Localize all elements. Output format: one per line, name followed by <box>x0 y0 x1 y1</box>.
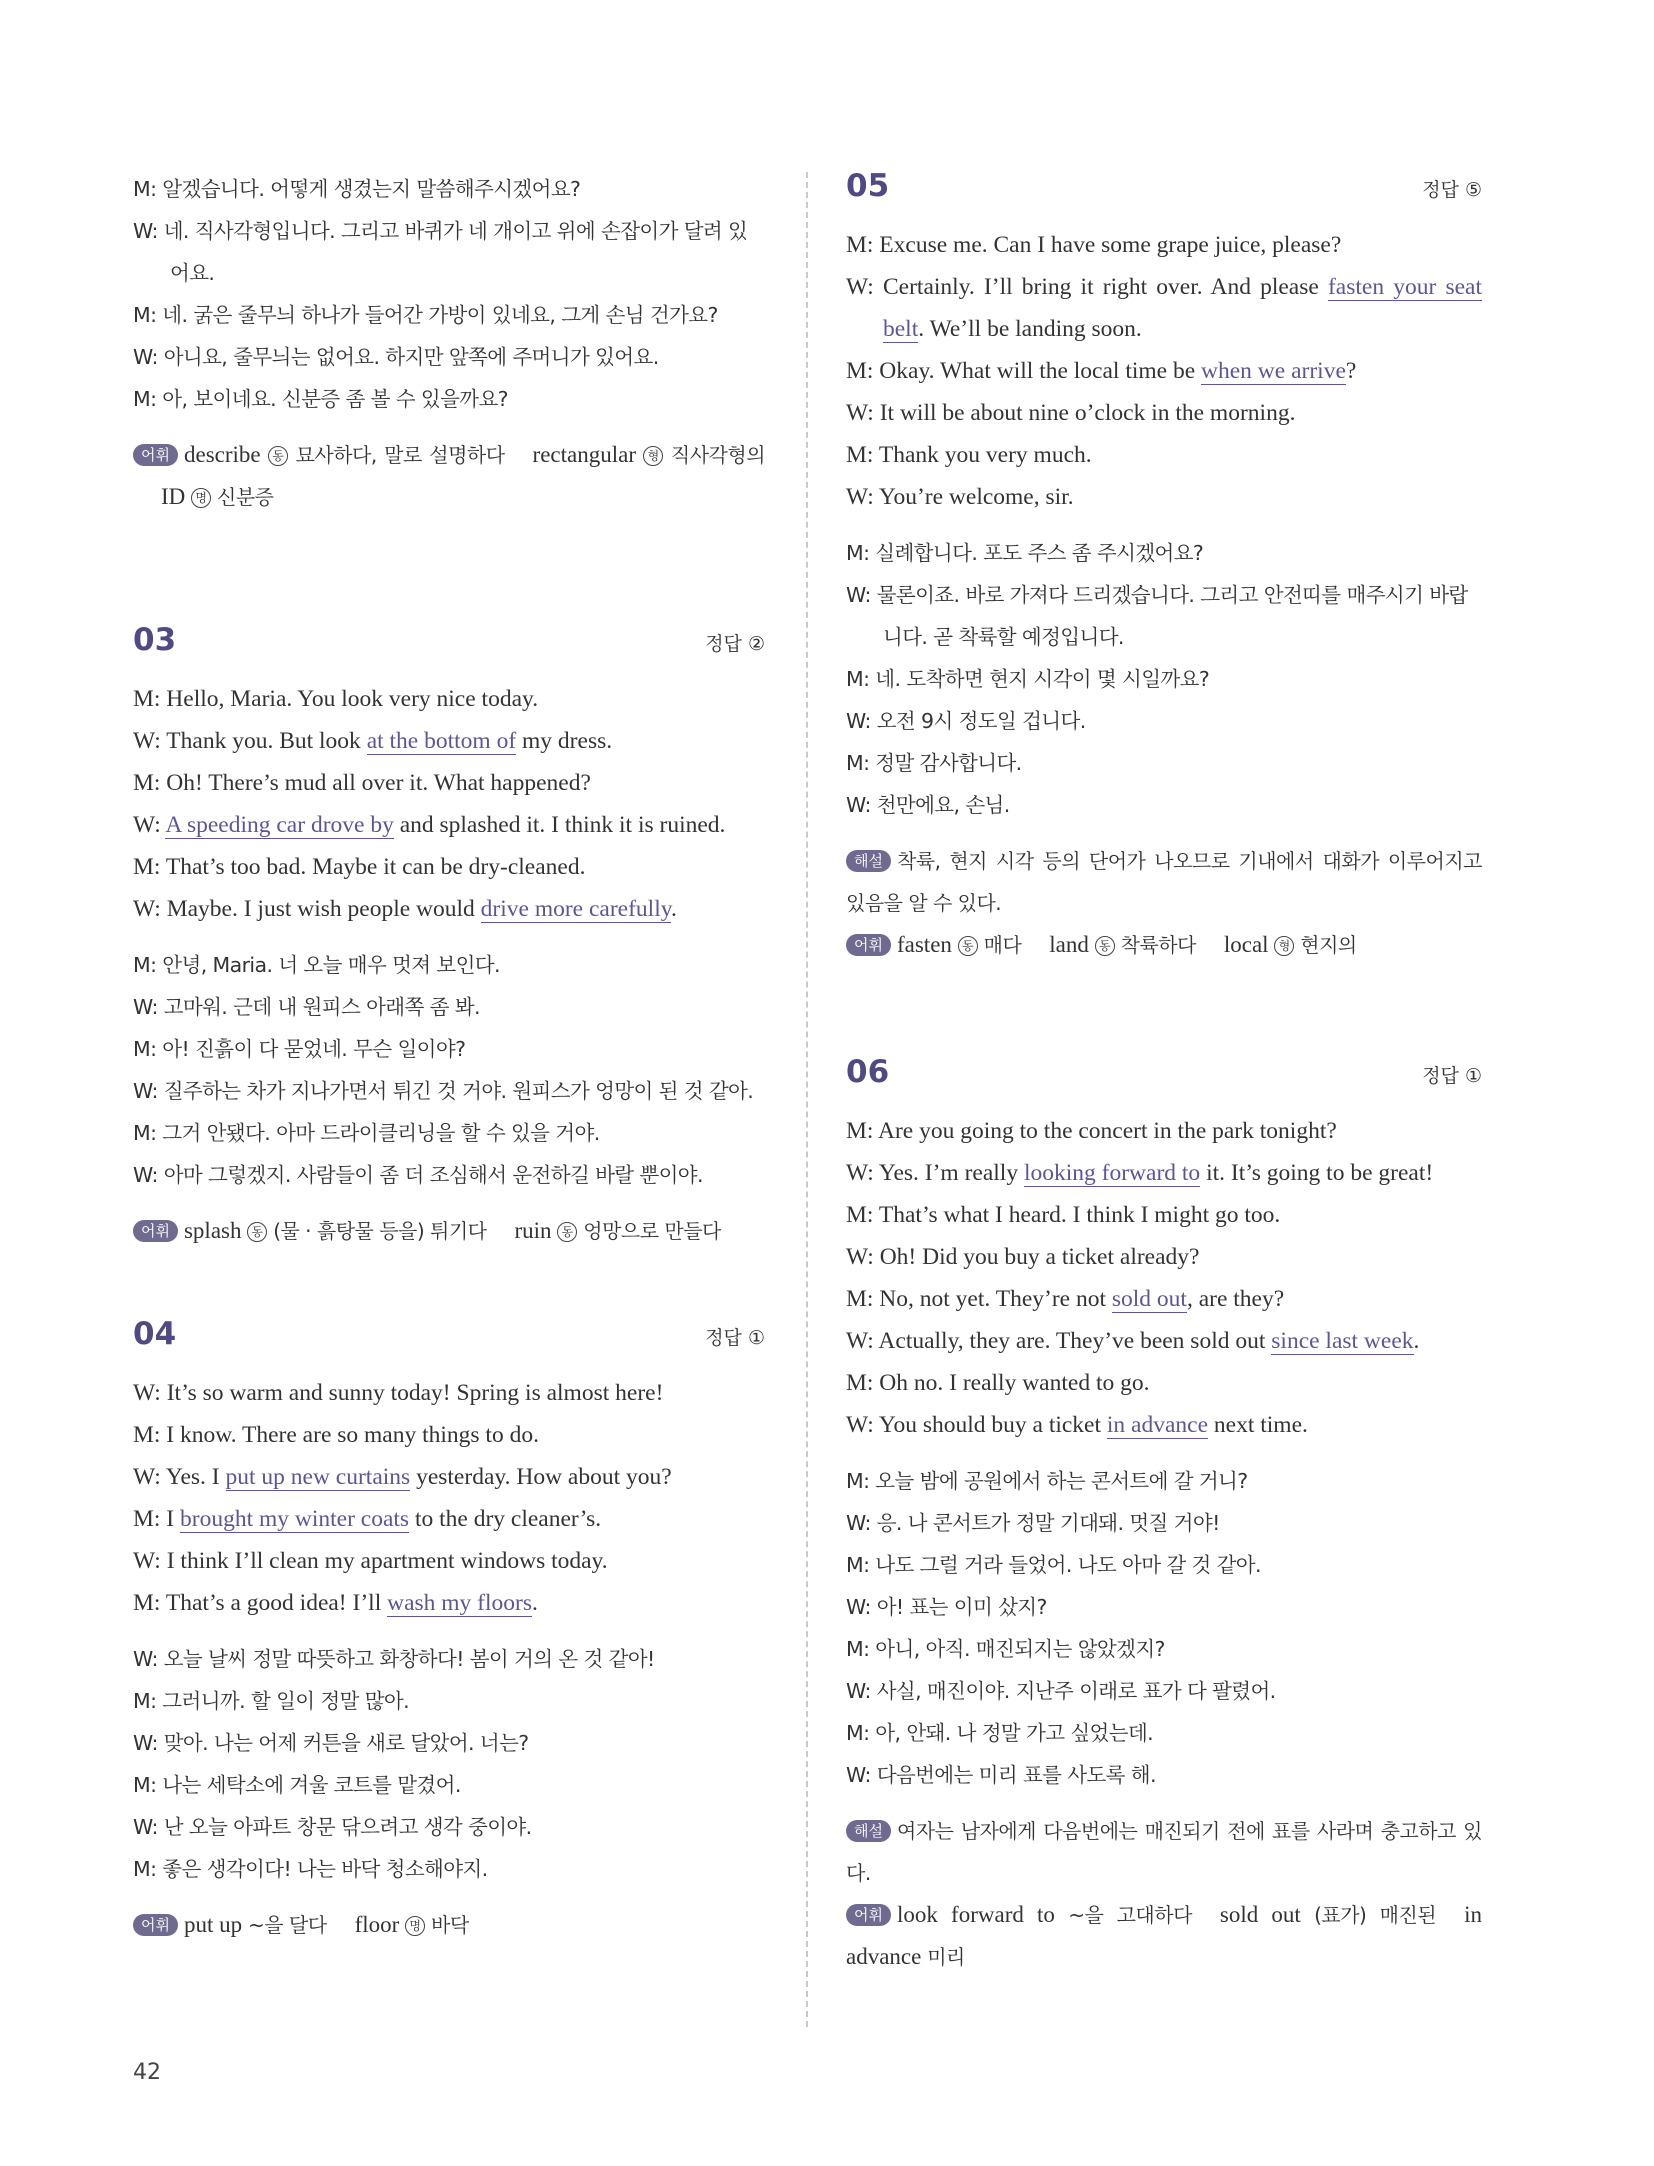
left-column <box>133 168 765 1946</box>
dialogue-line: W: A speeding car drove by and splashed it. I think it is ruined. <box>133 812 726 838</box>
answer-label: 정답 ⑤ <box>1422 179 1482 201</box>
ko-line: W: 아마 그렇겠지. 사람들이 좀 더 조심해서 운전하길 바랄 뿐이야. <box>133 1163 703 1187</box>
ko-line: M: 아니, 아직. 매진되지는 않았겠지? <box>846 1637 1165 1661</box>
ko-line: M: 알겠습니다. 어떻게 생겼는지 말씀해주시겠어요? <box>133 177 581 201</box>
ko-line: M: 네. 굵은 줄무늬 하나가 들어간 가방이 있네요, 그게 손님 건가요? <box>133 303 718 327</box>
highlighted-phrase: put up new curtains <box>225 1464 411 1490</box>
highlighted-phrase: brought my winter coats <box>180 1506 410 1532</box>
dialogue-line: M: That’s what I heard. I think I might go too. <box>846 1202 1281 1228</box>
pos-mark: 동 <box>1095 936 1115 956</box>
highlighted-phrase: drive more carefully <box>480 896 671 922</box>
ko-line: W: 네. 직사각형입니다. 그리고 바퀴가 네 개이고 위에 손잡이가 달려 있어요. <box>133 219 748 285</box>
page-number: 42 <box>133 2060 161 2085</box>
dialogue-line: W: Certainly. I’ll bring it right over. And please fasten your seat belt. We’ll be landing soon. <box>846 274 1482 342</box>
dialogue-line: M: Oh! There’s mud all over it. What happened? <box>133 770 591 796</box>
section-06-vocab: 어휘 look forward to ~을 고대하다 sold out (표가) 매진된 in advance 미리 <box>846 1902 1482 1969</box>
section-04-vocab: 어휘 put up ~을 달다 floor 명 바닥 <box>133 1904 765 1946</box>
answer-label: 정답 ② <box>705 633 765 655</box>
dialogue-line: W: You should buy a ticket in advance next time. <box>846 1412 1308 1438</box>
section-05-vocab: 어휘 fasten 동 매다 land 동 착륙하다 local 형 현지의 <box>846 924 1482 966</box>
answer-label: 정답 ① <box>705 1327 765 1349</box>
dialogue-line: W: Yes. I put up new curtains yesterday. How about you? <box>133 1464 672 1490</box>
section-06-header <box>846 1054 1482 1110</box>
ko-line: W: 사실, 매진이야. 지난주 이래로 표가 다 팔렸어. <box>846 1679 1276 1703</box>
dialogue-line: W: I think I’ll clean my apartment windows today. <box>133 1548 608 1574</box>
ko-line: W: 다음번에는 미리 표를 사도록 해. <box>846 1763 1156 1787</box>
section-05-dialogue <box>846 224 1482 518</box>
section-03-dialogue <box>133 678 765 930</box>
highlighted-phrase: A speeding car drove by <box>165 812 394 838</box>
ko-line: M: 그거 안됐다. 아마 드라이클리닝을 할 수 있을 거야. <box>133 1121 600 1145</box>
column-divider <box>806 172 808 2027</box>
highlighted-phrase: wash my floors <box>387 1590 532 1616</box>
dialogue-line: W: Maybe. I just wish people would drive more carefully. <box>133 896 677 922</box>
section-04-translation <box>133 1638 765 1890</box>
vocab-badge: 어휘 <box>846 1904 891 1926</box>
ko-line: M: 실례합니다. 포도 주스 좀 주시겠어요? <box>846 541 1204 565</box>
dialogue-line: M: Are you going to the concert in the park tonight? <box>846 1118 1337 1144</box>
pos-mark: 동 <box>247 1222 267 1242</box>
dialogue-line: W: It’s so warm and sunny today! Spring is almost here! <box>133 1380 664 1406</box>
section-04-header <box>133 1316 765 1372</box>
highlighted-phrase: at the bottom of <box>366 728 517 754</box>
highlighted-phrase: since last week <box>1271 1328 1414 1354</box>
vocab-badge: 어휘 <box>846 934 891 956</box>
section-03-vocab: 어휘 splash 동 (물 · 흙탕물 등을) 튀기다 ruin 동 엉망으로 만들다 <box>133 1210 765 1252</box>
dialogue-line: W: Thank you. But look at the bottom of my dress. <box>133 728 613 754</box>
dialogue-line: M: Oh no. I really wanted to go. <box>846 1370 1150 1396</box>
ko-line: W: 천만에요, 손님. <box>846 793 1010 817</box>
ko-line: W: 아니요, 줄무늬는 없어요. 하지만 앞쪽에 주머니가 있어요. <box>133 345 659 369</box>
ko-line: M: 네. 도착하면 현지 시각이 몇 시일까요? <box>846 667 1210 691</box>
section-06-translation <box>846 1460 1482 1796</box>
highlighted-phrase: fasten your seat belt <box>883 274 1482 342</box>
pos-mark: 형 <box>643 446 663 466</box>
answer-label: 정답 ① <box>1422 1065 1482 1087</box>
ko-line: M: 아, 보이네요. 신분증 좀 볼 수 있을까요? <box>133 387 508 411</box>
dialogue-line: M: Excuse me. Can I have some grape juice, please? <box>846 232 1342 258</box>
section-02-vocab: 어휘 describe 동 묘사하다, 말로 설명하다 rectangular 형 직사각형의ID 명 신분증 <box>133 434 765 518</box>
section-05-header <box>846 168 1482 224</box>
dialogue-line: M: That’s a good idea! I’ll wash my floors. <box>133 1590 538 1616</box>
section-05-translation <box>846 532 1482 826</box>
pos-mark: 동 <box>268 446 288 466</box>
highlighted-phrase: in advance <box>1106 1412 1209 1438</box>
dialogue-line: W: You’re welcome, sir. <box>846 484 1074 510</box>
section-number: 05 <box>846 168 890 204</box>
pos-mark: 명 <box>405 1916 425 1936</box>
dialogue-line: M: I know. There are so many things to do. <box>133 1422 539 1448</box>
ko-line: M: 나도 그럴 거라 들었어. 나도 아마 갈 것 같아. <box>846 1553 1261 1577</box>
ko-line: M: 나는 세탁소에 겨울 코트를 맡겼어. <box>133 1773 461 1797</box>
dialogue-line: M: Hello, Maria. You look very nice today. <box>133 686 539 712</box>
pos-mark: 동 <box>958 936 978 956</box>
section-02-translation <box>133 168 765 420</box>
dialogue-line: W: Actually, they are. They’ve been sold out since last week. <box>846 1328 1420 1354</box>
dialogue-line: M: Okay. What will the local time be when we arrive? <box>846 358 1357 384</box>
section-05-explanation: 해설 착륙, 현지 시각 등의 단어가 나오므로 기내에서 대화가 이루어지고 있음을 알 수 있다. <box>846 849 1482 915</box>
ko-line: W: 물론이죠. 바로 가져다 드리겠습니다. 그리고 안전띠를 매주시기 바랍니다. 곧 착륙할 예정입니다. <box>846 583 1468 649</box>
highlighted-phrase: when we arrive <box>1201 358 1346 384</box>
dialogue-line: M: I brought my winter coats to the dry cleaner’s. <box>133 1506 602 1532</box>
explanation-badge: 해설 <box>846 850 891 872</box>
highlighted-phrase: sold out <box>1111 1286 1187 1312</box>
ko-line: W: 오늘 날씨 정말 따뜻하고 화창하다! 봄이 거의 온 것 같아! <box>133 1647 655 1671</box>
explanation-badge: 해설 <box>846 1820 891 1842</box>
dialogue-line: W: It will be about nine o’clock in the morning. <box>846 400 1296 426</box>
right-column <box>846 168 1482 1978</box>
dialogue-line: M: No, not yet. They’re not sold out, are they? <box>846 1286 1285 1312</box>
ko-line: W: 오전 9시 정도일 겁니다. <box>846 709 1086 733</box>
section-number: 04 <box>133 1316 177 1352</box>
ko-line: M: 아, 안돼. 나 정말 가고 싶었는데. <box>846 1721 1154 1745</box>
ko-line: M: 정말 감사합니다. <box>846 751 1022 775</box>
ko-line: M: 안녕, Maria. 너 오늘 매우 멋져 보인다. <box>133 953 500 977</box>
ko-line: W: 난 오늘 아파트 창문 닦으려고 생각 중이야. <box>133 1815 532 1839</box>
ko-line: W: 질주하는 차가 지나가면서 튀긴 것 거야. 원피스가 엉망이 된 것 같아. <box>133 1079 754 1103</box>
ko-line: M: 오늘 밤에 공원에서 하는 콘서트에 갈 거니? <box>846 1469 1248 1493</box>
vocab-badge: 어휘 <box>133 444 178 466</box>
section-04-dialogue <box>133 1372 765 1624</box>
ko-line: W: 아! 표는 이미 샀지? <box>846 1595 1047 1619</box>
dialogue-line: W: Oh! Did you buy a ticket already? <box>846 1244 1200 1270</box>
dialogue-line: M: Thank you very much. <box>846 442 1092 468</box>
dialogue-line: M: That’s too bad. Maybe it can be dry-cleaned. <box>133 854 586 880</box>
pos-mark: 명 <box>191 488 211 508</box>
pos-mark: 동 <box>557 1222 577 1242</box>
section-06-explanation: 해설 여자는 남자에게 다음번에는 매진되기 전에 표를 사라며 충고하고 있다. <box>846 1819 1482 1885</box>
ko-line: M: 좋은 생각이다! 나는 바닥 청소해야지. <box>133 1857 488 1881</box>
vocab-badge: 어휘 <box>133 1914 178 1936</box>
section-number: 06 <box>846 1054 890 1090</box>
ko-line: W: 고마워. 근데 내 원피스 아래쪽 좀 봐. <box>133 995 480 1019</box>
highlighted-phrase: looking forward to <box>1023 1160 1201 1186</box>
ko-line: M: 아! 진흙이 다 묻었네. 무슨 일이야? <box>133 1037 466 1061</box>
ko-line: W: 응. 나 콘서트가 정말 기대돼. 멋질 거야! <box>846 1511 1220 1535</box>
section-06-dialogue <box>846 1110 1482 1446</box>
dialogue-line: W: Yes. I’m really looking forward to it. It’s going to be great! <box>846 1160 1434 1186</box>
ko-line: M: 그러니까. 할 일이 정말 많아. <box>133 1689 410 1713</box>
pos-mark: 형 <box>1274 936 1294 956</box>
vocab-badge: 어휘 <box>133 1220 178 1242</box>
section-03-translation <box>133 944 765 1196</box>
section-number: 03 <box>133 622 177 658</box>
section-03-header <box>133 622 765 678</box>
ko-line: W: 맞아. 나는 어제 커튼을 새로 달았어. 너는? <box>133 1731 529 1755</box>
